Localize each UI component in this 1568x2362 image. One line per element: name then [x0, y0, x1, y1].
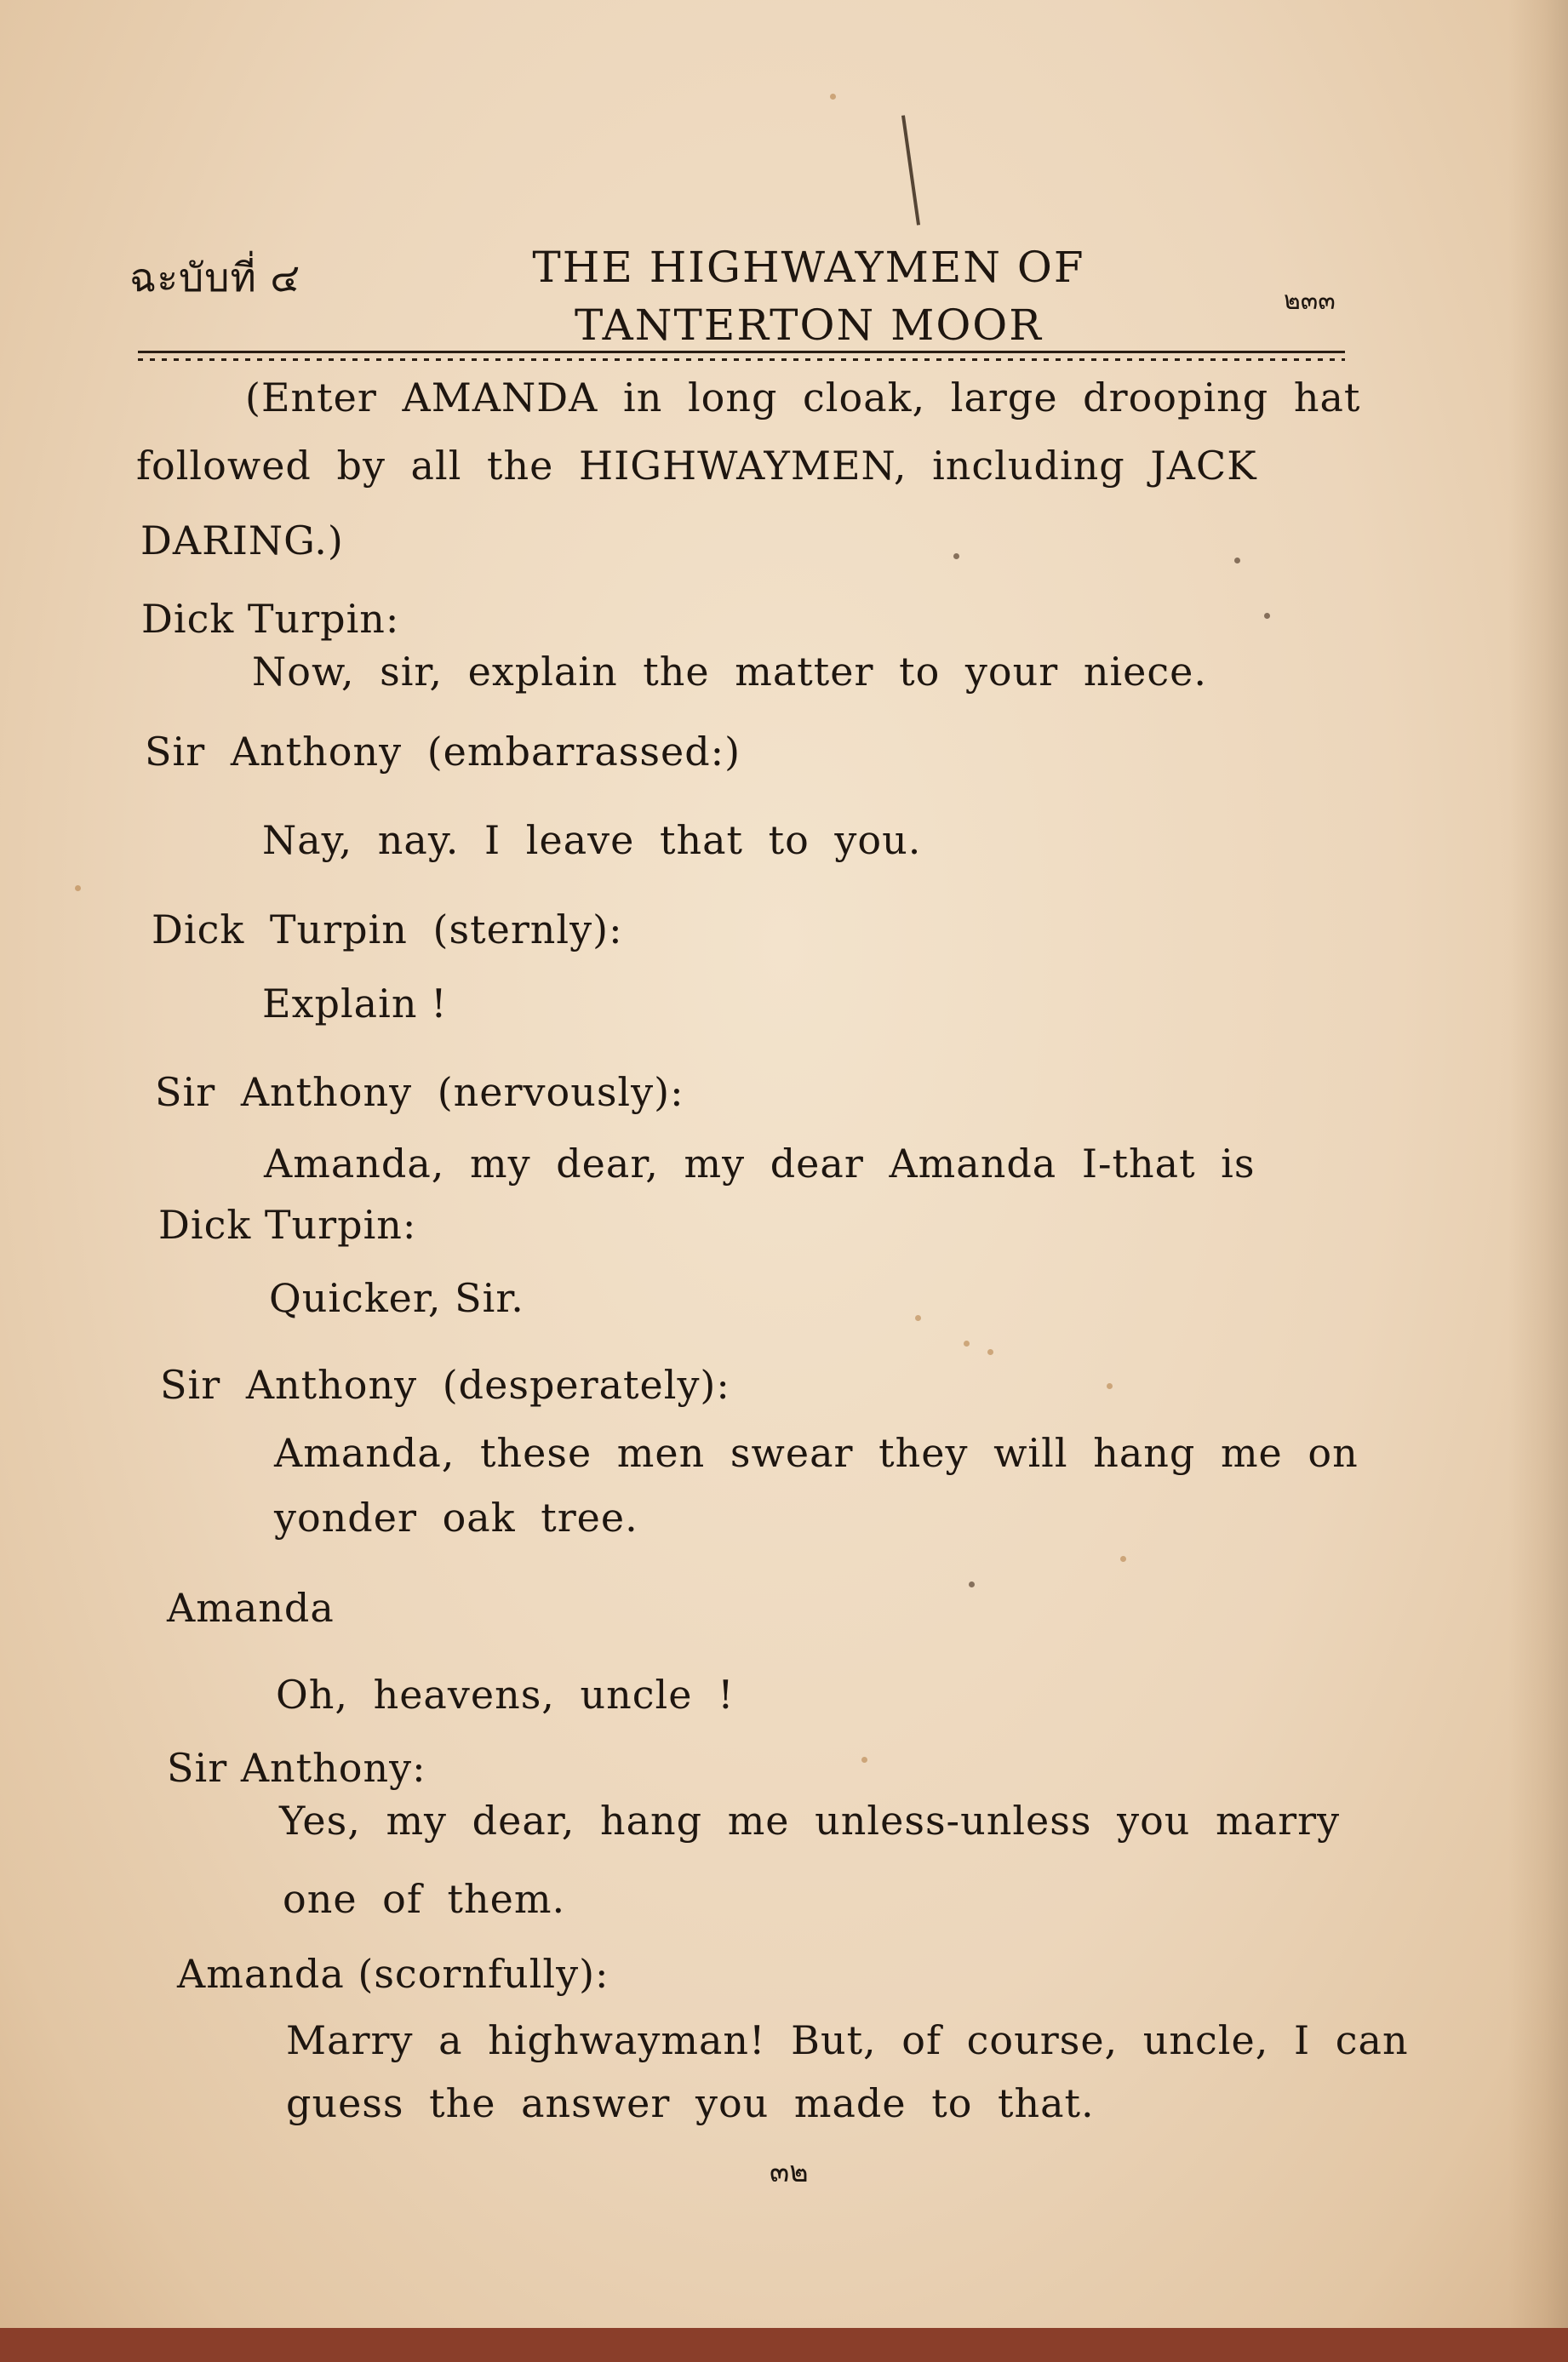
dialogue-line: Nay, nay. I leave that to you. — [262, 817, 922, 863]
dialogue-line: Yes, my dear, hang me unless-unless you marry — [279, 1798, 1341, 1844]
speaker-amanda: Amanda (scornfully): — [177, 1951, 609, 1997]
speaker-dick-turpin: Dick Turpin (sternly): — [152, 906, 623, 952]
stage-direction-line-2: followed by all the HIGHWAYMEN, including JACK — [136, 443, 1257, 489]
paper-crease-mark — [901, 115, 920, 225]
running-title — [358, 238, 1260, 354]
foxing-speck — [987, 1349, 993, 1355]
dialogue-line: yonder oak tree. — [274, 1495, 638, 1541]
page-edge-shadow — [1508, 0, 1568, 2362]
page-bottom-edge — [0, 2328, 1568, 2362]
header-rule — [138, 351, 1345, 362]
stage-direction-line-1: (Enter AMANDA in long cloak, large drooping hat — [245, 375, 1361, 420]
thai-page-ref: ๒๓๓ — [1284, 286, 1336, 316]
foxing-speck — [1234, 558, 1240, 563]
thai-issue-marker: ฉะบับที่ ๔ — [129, 255, 301, 300]
dialogue-line: Explain ! — [262, 981, 448, 1027]
speaker-sir-anthony: Sir Anthony: — [167, 1745, 426, 1791]
dialogue-line: Oh, heavens, uncle ! — [276, 1672, 735, 1718]
running-title-line-1: THE HIGHWAYMEN OF — [532, 243, 1085, 292]
foxing-speck — [75, 885, 81, 891]
foxing-speck — [1120, 1556, 1126, 1562]
foxing-speck — [953, 553, 959, 559]
page-number: ๓๒ — [770, 2155, 809, 2189]
foxing-speck — [915, 1315, 921, 1321]
dialogue-line: Now, sir, explain the matter to your niece. — [252, 649, 1208, 695]
foxing-speck — [969, 1581, 975, 1587]
speaker-amanda: Amanda — [167, 1585, 335, 1631]
speaker-sir-anthony: Sir Anthony (desperately): — [160, 1362, 730, 1408]
dialogue-line: Amanda, my dear, my dear Amanda I-that is — [264, 1141, 1256, 1187]
dialogue-line: Amanda, these men swear they will hang me on — [274, 1430, 1359, 1476]
speaker-dick-turpin: Dick Turpin: — [141, 596, 400, 642]
dialogue-line: Marry a highwayman! But, of course, uncle, I can — [286, 2017, 1409, 2063]
foxing-speck — [964, 1341, 970, 1347]
dialogue-line: one of them. — [283, 1876, 566, 1922]
speaker-sir-anthony: Sir Anthony (embarrassed:) — [145, 729, 741, 775]
foxing-speck — [861, 1757, 867, 1763]
running-title-line-2: TANTERTON MOOR — [575, 300, 1043, 350]
dialogue-line: guess the answer you made to that. — [286, 2080, 1095, 2126]
speaker-sir-anthony: Sir Anthony (nervously): — [155, 1069, 684, 1115]
foxing-speck — [830, 94, 836, 100]
foxing-speck — [1264, 613, 1270, 619]
stage-direction-line-3: DARING.) — [140, 518, 344, 563]
speaker-dick-turpin: Dick Turpin: — [158, 1202, 417, 1248]
foxing-speck — [1107, 1383, 1113, 1389]
dialogue-line: Quicker, Sir. — [269, 1275, 524, 1321]
